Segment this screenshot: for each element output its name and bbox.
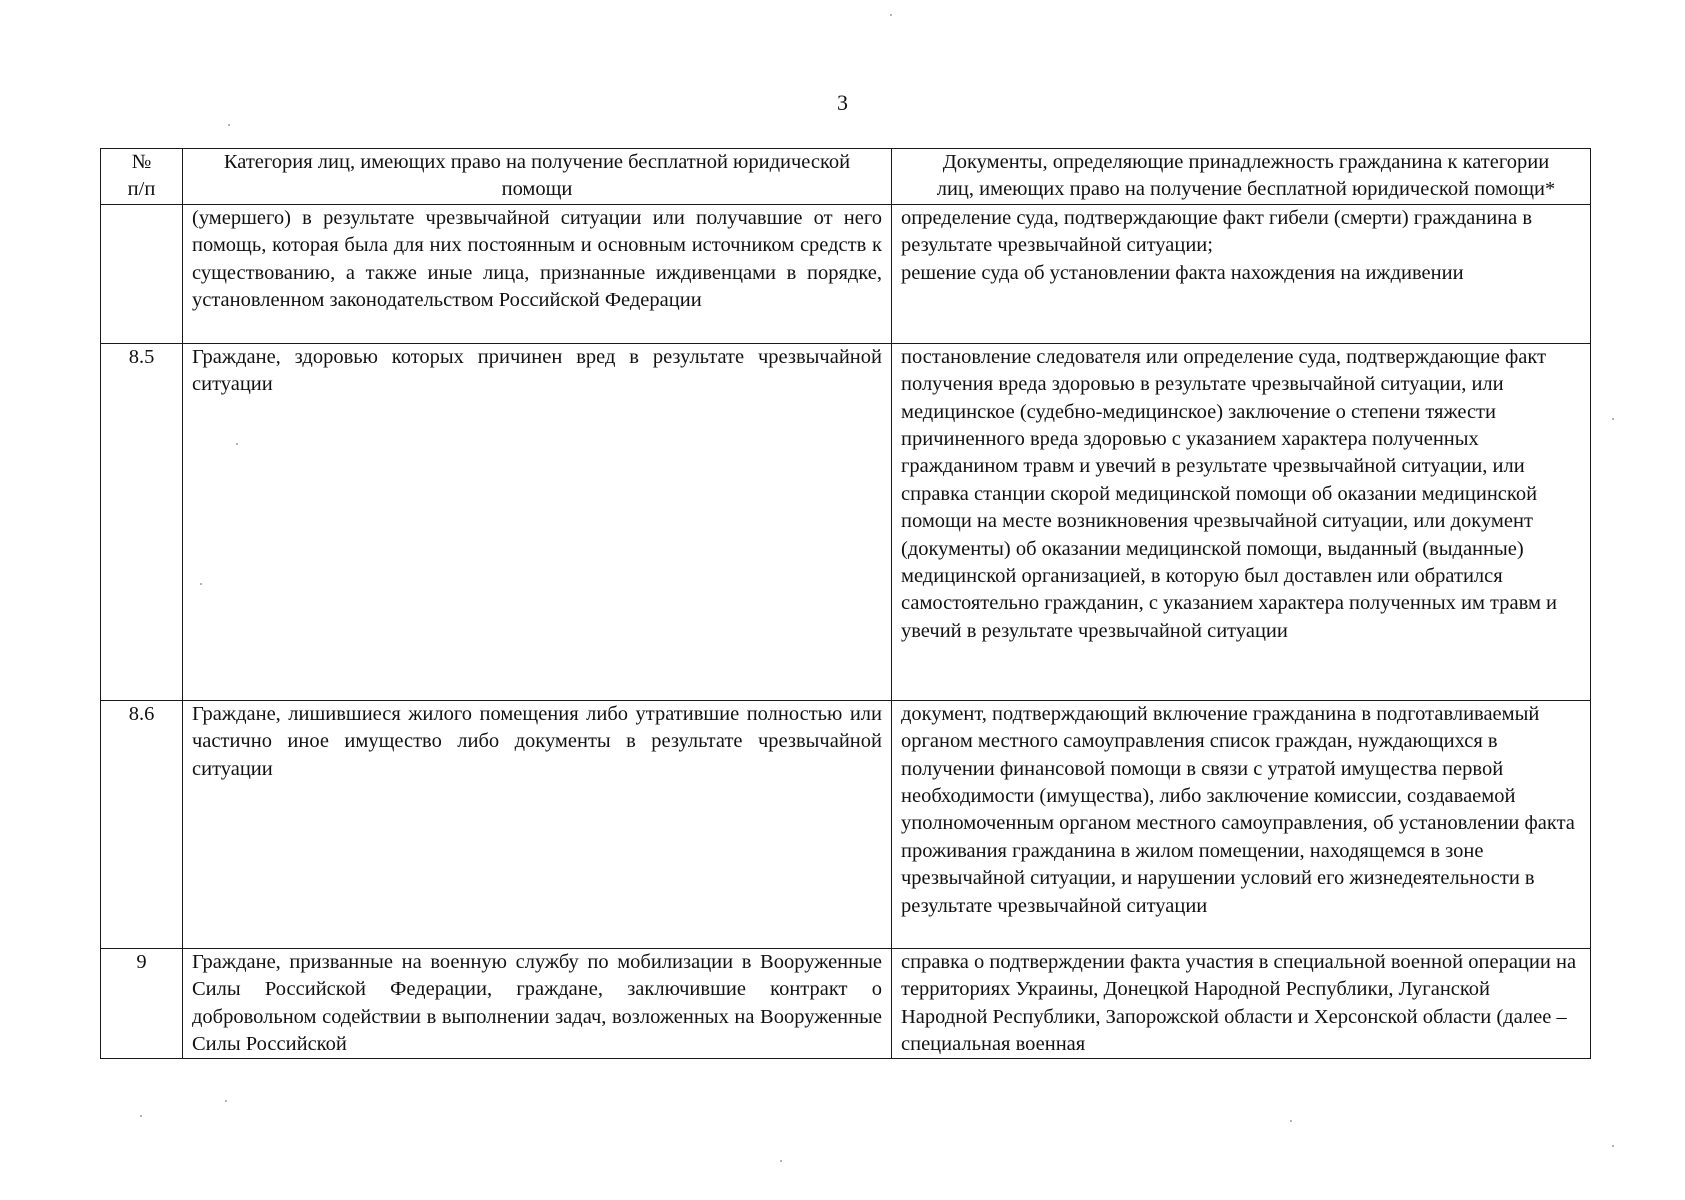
scan-speck: [1612, 418, 1614, 420]
row-number: 8.5: [101, 343, 183, 700]
row-category: Граждане, лишившиеся жилого помещения либо утратившие полностью или частично иное имущество либо документы в результате чрезвычайной ситуации: [183, 700, 892, 948]
header-category: Категория лиц, имеющих право на получение бесплатной юридической помощи: [183, 149, 892, 205]
row-category: (умершего) в результате чрезвычайной ситуации или получавшие от него помощь, которая была для них постоянным и основным источником средств к существованию, а также иные лица, признанные иждивенцами в порядке, установленном законодательством Российской Федерации: [183, 204, 892, 343]
row-category: Граждане, призванные на военную службу по мобилизации в Вооруженные Силы Российской Федерации, граждане, заключившие контракт о добровольном содействии в выполнении задач, возложенных на Вооруженные Силы Российской: [183, 948, 892, 1059]
scan-speck: [1290, 1120, 1292, 1122]
header-number: № п/п: [101, 149, 183, 205]
header-documents: Документы, определяющие принадлежность гражданина к категории лиц, имеющих право на получение бесплатной юридической помощи*: [892, 149, 1591, 205]
scan-speck: [236, 443, 238, 445]
row-number: 9: [101, 948, 183, 1059]
document-item: решение суда об установлении факта нахождения на иждивении: [901, 261, 1464, 284]
table-row: [101, 700, 1591, 948]
row-documents: [892, 700, 1591, 948]
document-item: документ, подтверждающий включение гражданина в подготавливаемый органом местного самоуправления список граждан, нуждающихся в получении финансовой помощи в связи с утратой имущества первой необходимости (имущества), либо заключение комиссии, создаваемой уполномоченным органом местного самоуправления, об установлении факта проживания гражданина в жилом помещении, находящемся в зоне чрезвычайной ситуации, и нарушении условий его жизнедеятельности в результате чрезвычайной ситуации: [901, 702, 1575, 917]
scan-speck: [225, 1100, 227, 1102]
document-item: постановление следователя или определение суда, подтверждающие факт получения вреда здоровью в результате чрезвычайной ситуации, или медицинское (судебно-медицинское) заключение о степени тяжести причиненного вреда здоровью с указанием характера полученных гражданином травм и увечий в результате чрезвычайной ситуации, или справка станции скорой медицинской помощи об оказании медицинской помощи на месте возникновения чрезвычайной ситуации, или документ (документы) об оказании медицинской помощи, выданный (выданные) медицинской организацией, в которую был доставлен или обратился самостоятельно гражданин, с указанием характера полученных им травм и увечий в результате чрезвычайной ситуации: [901, 345, 1558, 642]
table-row: [101, 948, 1591, 1059]
scan-speck: [140, 1115, 142, 1117]
row-documents: [892, 343, 1591, 700]
table-row: [101, 204, 1591, 343]
row-number: [101, 204, 183, 343]
row-documents: [892, 204, 1591, 343]
eligibility-table: [100, 148, 1591, 1059]
row-category: Граждане, здоровью которых причинен вред в результате чрезвычайной ситуации: [183, 343, 892, 700]
scan-speck: [200, 583, 202, 585]
document-item: справка о подтверждении факта участия в специальной военной операции на территориях Украины, Донецкой Народной Республики, Луганской Народной Республики, Запорожской области и Херсонской области (далее – специальная военная: [901, 950, 1577, 1056]
scan-speck: [780, 1160, 782, 1162]
table-header-row: [101, 149, 1591, 205]
row-number: 8.6: [101, 700, 183, 948]
table-row: [101, 343, 1591, 700]
page-number: 3: [837, 90, 848, 115]
row-documents: [892, 948, 1591, 1059]
scan-speck: [228, 124, 230, 126]
scan-speck: [890, 14, 892, 16]
document-item: определение суда, подтверждающие факт гибели (смерти) гражданина в результате чрезвычайной ситуации;: [901, 206, 1533, 257]
scan-speck: [1612, 1145, 1614, 1147]
